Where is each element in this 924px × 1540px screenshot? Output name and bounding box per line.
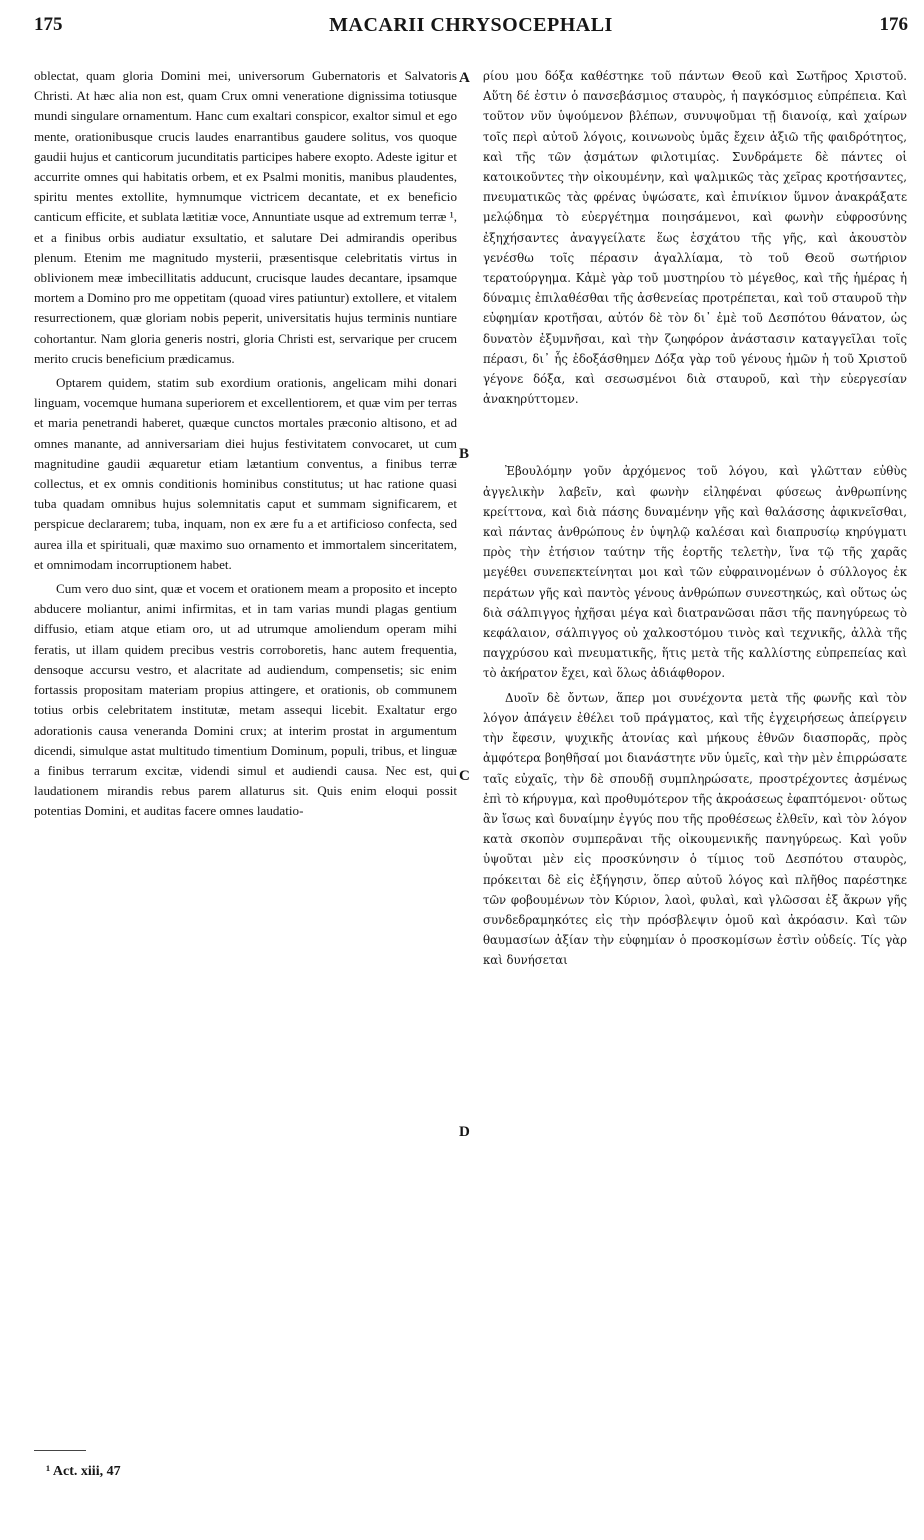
footnote: ¹ Act. xiii, 47 — [46, 1464, 121, 1479]
running-header — [34, 14, 908, 44]
greek-paragraph-3: Δυοῖν δὲ ὄντων, ἅπερ μοι συνέχοντα μετὰ τῆς φωνῆς καὶ τὸν λόγον ἀπάγειν ἐθέλει τοῦ πράγματος, καὶ τῆς ἐγχειρήσεως ἀπείργειν τὴν ἔφεσιν, ψυχικῆς ἀτονίας καὶ μήκους ἐθνῶν διασπορᾶς, πρὸς ἀμφότερα βοηθῆσαί μοι διανάστητε νῦν ὑμεῖς, καὶ τὴν μὲν ἐπιρρώσατε ταῖς εὐχαῖς, τὴν δὲ σπουδῇ συμπληρώσατε, προστρέχοντες ἀσμένως ἐπὶ τὸ κήρυγμα, καὶ προθυμότερον τῆς ἀκροάσεως ἐφαπτόμενοι· οὕτως ἂν ἴσως καὶ δυναίμην ἐγγύς που τῆς προθέσεως ἐλθεῖν, καὶ τὸν λόγον κατὰ σκοπὸν συμπερᾶναι τῆς οἰκουμενικῆς πανηγύρεως. Καὶ γοῦν ὑψοῦται μὲν εἰς προσκύνησιν ὁ τίμιος τοῦ Δεσπότου σταυρὸς, πρόκειται δὲ εἰς ἐξήγησιν, ὅπερ αὐτοῦ λόγος καὶ πλῆθος παρέστηκε τῶν φοβουμένων τὸν Κύριον, λαοὶ, φυλαὶ, καὶ γλῶσσαι ἐξ ἄκρων γῆς συνδεδραμηκότες εἰς τὴν πρόσβλεψιν ὁμοῦ καὶ ἀκρόασιν. Καὶ τῶν θαυμασίων ἀξίαν τὴν εὐφημίαν ὁ προσκομίσων ἐστὶν οὐδείς. Τίς γὰρ καὶ δυνήσεται — [483, 690, 907, 968]
margin-marker-d: D — [459, 1124, 470, 1140]
greek-paragraph-1: ρίου μου δόξα καθέστηκε τοῦ πάντων Θεοῦ καὶ Σωτῆρος Χριστοῦ. Αὕτη δέ ἐστιν ὁ πανσεβάσμιος σταυρὸς, ἡ παγκόσμιος εὐπρέπεια. Καὶ τοῦτον νῦν ὑψούμενον βλέπων, συνυψοῦμαι τῇ διανοίᾳ, καὶ χαίρων τοῖς περὶ αὐτοῦ λόγοις, κοινωνοὺς ὑμᾶς ἔχειν ἀξιῶ τῆς φαιδρότητος, καὶ τῆς τῶν ᾀσμάτων φιλοτιμίας. Συνδράμετε δὲ πάντες οἱ κατοικοῦντες τὴν οἰκουμένην, καὶ ψαλμικῶς τὰς χεῖρας κροτήσαντες, πνευματικῶς τὰς φρένας ὑψώσατε, καὶ ἐπινίκιον ὕμνον ἀνακράξατε μελῴδημα τὸ εὐεργέτημα ποιησάμενοι, καὶ φωνὴν εὐφροσύνης ἐξηχήσαντες ἀναγγείλατε ἕως ἐσχάτου τῆς γῆς, καὶ ἀκουστὸν γενέσθω τοῖς πέρασιν ἀγαλλίαμα, τὸ τοῦ Θεοῦ σωτήριον τερατούργημα. Κἀμὲ γὰρ τοῦ μυστηρίου τὸ μέγεθος, καὶ τῆς ἡμέρας ἡ δύναμις ἐπιλαθέσθαι τῆς ἀσθενείας προτρέπεται, καὶ τοῦ σταυροῦ τὴν εὐφημίαν κροτῆσαι, αὐτόν δὲ τὸν δι᾽ ἐμὲ τοῦ Δεσπότου θάνατον, ὡς δυνατὸν ἐξυμνῆσαι, καὶ τὴν ζωηφόρον ἀνάστασιν καταγγεῖλαι τοῖς πέρασι, δι᾽ ἧς ἐδοξάσθημεν Δόξα γὰρ τοῦ γένους ἡμῶν ἡ τοῦ Χριστοῦ γέγονε δόξα, καὶ σεσωσμένοι διὰ σταυροῦ, καὶ τὴν εὐεργεσίαν ἀνακηρύττομεν. — [483, 69, 907, 407]
margin-marker-c: C — [459, 768, 470, 784]
page-number-right: 176 — [879, 14, 908, 35]
greek-column — [483, 66, 907, 971]
margin-marker-b: B — [459, 446, 470, 462]
latin-paragraph-1: oblectat, quam gloria Domini mei, universorum Gubernatoris et Salvatoris Christi. At hæc alia non est, quam Crux omni veneratione dignissima totiusque mundi singulare ornamentum. Hanc cum exaltari conspicor, exaltor simul et ego mente, orationibusque crucis laudes enarrantibus gaudere solitus, vos quoque gaudii hujus et canticorum jucunditatis participes habere exopto. Adeste igitur et accurrite omnes qui habitatis orbem, et ex Psalmi monitis, manibus plaudentes, spiritu mentes extollite, hymnumque victricem decantate, et ex beneficio canticum efficite, et sublata lætitiæ voce, Annuntiate usque ad extremum terræ ¹, et a finibus orbis audiatur exsultatio, et salutare Dei admirandis operibus plenum. Etenim me magnitudo mysterii, præsentisque celebritatis virtus in oblivionem meæ imbecillitatis adducunt, crucisque laudes decantare, ipsamque mortem a Domino pro me oppetitam (quoad vires patiuntur) extollere, et vitalem resurrectionem, quæ gloriam nobis peperit, universitatis hujus terminis nuntiare cohortantur. Nam gloria generis nostri, gloria Christi est, servarique per crucem merito crucis beneficium prædicamus. — [34, 68, 457, 366]
footnote-separator — [34, 1450, 86, 1451]
greek-paragraph-2: Ἐβουλόμην γοῦν ἀρχόμενος τοῦ λόγου, καὶ γλῶτταν εὐθὺς ἀγγελικὴν λαβεῖν, καὶ φωνὴν εἰληφέναι φύσεως ἀνθρωπίνης κρείττονα, καὶ διὰ πάσης δυναμένην γῆς καὶ θαλάσσης ἀφικνεῖσθαι, καὶ πάντας ἀνθρώπους ἐν ὑψηλῷ καλέσαι καὶ διαπρυσίῳ κηρύγματι πρὸς τὴν ἐτήσιον ταύτην τῆς ἑορτῆς τελετὴν, ἵνα τῷ τῆς χαρᾶς μεγέθει συνεπεκτείνηται μοι καὶ τῶν εὐφραινομένων ὁ σύλλογος ἐκ περάτων γῆς καὶ παντὸς γένους ἀνθρώπων συνεστηκώς, καὶ οὕτως ὡς διὰ σάλπιγγος ἠχῆσαι μέγα καὶ διατρανῶσαι πᾶσι τῆς πανηγύρεως τὸ κεφάλαιον, σάλπιγγος οὐ χαλκοστόμου τινὸς καὶ τεχνικῆς, ἀλλὰ τῆς παγχρύσου καὶ πνευματικῆς, ἥτις μετὰ τῆς καλλίστης εὐπρεπείας καὶ τὸ ἀκήρατον ἔχει, καὶ ὅλως ἀδιάφθορον. — [483, 464, 907, 681]
latin-column — [34, 66, 457, 822]
page-number-left: 175 — [34, 14, 63, 35]
latin-paragraph-3: Cum vero duo sint, quæ et vocem et orationem meam a proposito et incepto abducere moliantur, animi infirmitas, et in tam varias mundi plagas gentium diffusio, etiam atque etiam oro, ut ad utrumque amoliendum operam mihi feratis, ut illam quidem precibus vestris corroboretis, hanc autem frequentia, densoque accursu vestro, et alacritate ad audiendum, compensetis; sic enim fortassis propositam materiam propius attingere, et orationis, ob communem totius orbis celebritatem institutæ, metam assequi licebit. Exaltatur ergo adorationis causa veneranda Domini crux; at interim prostat in argumentum dicendi, simulque astat multitudo timentium Dominum, populi, tribus, et linguæ a finibus terrarum excitæ, videndi simul et audiendi causa. Nec est, qui laudationem mirandis rebus parem allaturus sit. Quis enim eloqui possit potentias Domini, et auditas facere omnes laudatio- — [34, 581, 457, 819]
margin-marker-a: A — [459, 70, 470, 86]
latin-paragraph-2: Optarem quidem, statim sub exordium orationis, angelicam mihi donari linguam, vocemque humana superiorem et excellentiorem, et quæ vim per terras et maria penetrandi haberet, quæque cunctos mortales præconio altisono, et ad omnes manante, ad anniversariam diei hujus festivitatem convocaret, ut cum magnitudine gaudii æquaretur etiam lætantium conventus, a finibus terræ collectus, et ex omnis conditionis hominibus constitutus; ut hac ratione quasi tuba quadam omnibus hujus solemnitatis caput et summam significarem, et perspicue declararem; tuba, inquam, non ex ære fu a et artificioso confecta, sed aurea illa et spirituali, quæ maximo suo ornamento et immortalem sinceritatem, et omnimodam incorruptionem habet. — [34, 375, 457, 572]
running-title: MACARII CHRYSOCEPHALI — [329, 14, 613, 36]
